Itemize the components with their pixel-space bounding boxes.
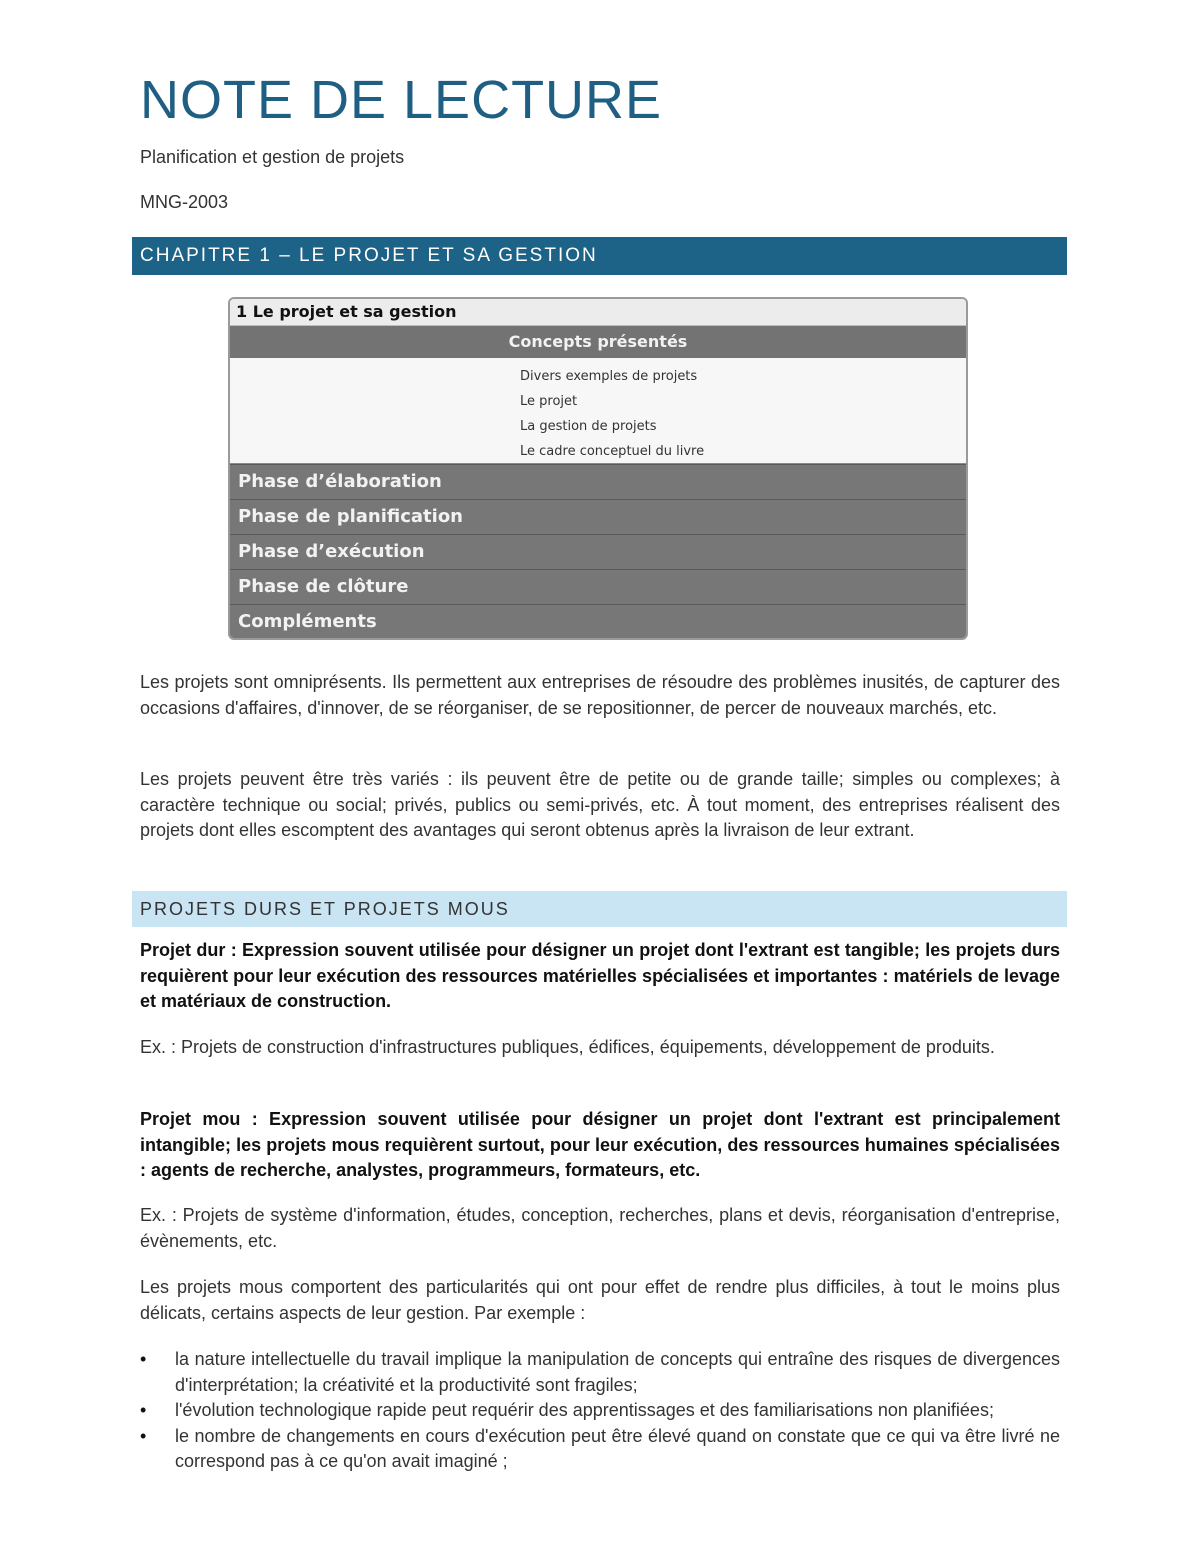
- document-title: NOTE DE LECTURE: [140, 70, 663, 130]
- hard-project-definition: Projet dur : Expression souvent utilisée pour désigner un projet dont l'extrant est tangible; les projets durs requièrent pour leur exécution des ressources matérielles spécialisées et importantes : matériels de levage et matériaux de construction.: [140, 940, 1060, 1011]
- soft-project-issues-list: [140, 1347, 1060, 1475]
- figure-phase-row: Compléments: [230, 604, 966, 639]
- list-item-text: la nature intellectuelle du travail implique la manipulation de concepts qui entraîne des risques de divergences d'interprétation; la créativité et la productivité sont fragiles;: [175, 1349, 1060, 1395]
- document-subtitle: Planification et gestion de projets: [140, 147, 405, 167]
- list-item-text: l'évolution technologique rapide peut requérir des apprentissages et des familiarisations non planifiées;: [175, 1400, 994, 1420]
- bullet-icon: •: [140, 1425, 147, 1446]
- list-item: [140, 1398, 1060, 1424]
- intro-paragraph-1: Les projets sont omniprésents. Ils permettent aux entreprises de résoudre des problèmes inusités, de capturer des occasions d'affaires, d'innover, de se réorganiser, de se repositionner, de percer de nouveaux marchés, etc.: [140, 672, 1060, 718]
- figure-concept-item: Le cadre conceptuel du livre: [520, 444, 705, 459]
- chapter-overview-figure: [228, 297, 968, 640]
- figure-phase-row: Phase d’exécution: [230, 534, 966, 569]
- figure-concept-item: Le projet: [520, 394, 578, 409]
- soft-project-examples: Ex. : Projets de système d'information, études, conception, recherches, plans et devis, réorganisation d'entreprise, évènements, etc.: [140, 1205, 1060, 1251]
- course-code: MNG-2003: [140, 192, 229, 212]
- bullet-icon: •: [140, 1349, 147, 1369]
- figure-phase-row: Phase de clôture: [230, 569, 966, 604]
- figure-concepts-list: [230, 358, 966, 464]
- intro-paragraph-2: Les projets peuvent être très variés : ils peuvent être de petite ou de grande taille; simples ou complexes; à caractère technique ou social; privés, publics ou semi-privés, etc. À tout moment, des entreprises réalisent des projets dont elles escomptent des avantages qui seront obtenus après la livraison de leur extrant.: [140, 769, 1060, 840]
- soft-project-intro: Les projets mous comportent des particularités qui ont pour effet de rendre plus difficiles, à tout le moins plus délicats, certains aspects de leur gestion. Par exemple :: [140, 1277, 1060, 1323]
- chapter-heading: CHAPITRE 1 – LE PROJET ET SA GESTION: [132, 237, 1067, 275]
- section-heading: PROJETS DURS ET PROJETS MOUS: [132, 891, 1067, 927]
- figure-phase-row: Phase de planification: [230, 499, 966, 534]
- figure-concepts-label: Concepts présentés: [230, 326, 966, 358]
- hard-project-examples: Ex. : Projets de construction d'infrastructures publiques, édifices, équipements, développement de produits.: [140, 1037, 995, 1057]
- list-item-text: le nombre de changements en cours d'exécution peut être élevé quand on constate que ce qui va être livré ne correspond pas à ce qu'on avait imaginé ;: [175, 1425, 1060, 1471]
- soft-project-definition: Projet mou : Expression souvent utilisée pour désigner un projet dont l'extrant est principalement intangible; les projets mous requièrent surtout, pour leur exécution, des ressources humaines spécialisées : agents de recherche, analystes, programmeurs, formateurs, etc.: [140, 1109, 1060, 1180]
- figure-phase-row: Phase d’élaboration: [230, 464, 966, 499]
- figure-concept-item: La gestion de projets: [520, 419, 657, 434]
- list-item: [140, 1424, 1060, 1475]
- list-item: [140, 1347, 1060, 1398]
- figure-heading: 1 Le projet et sa gestion: [230, 299, 966, 326]
- figure-concept-item: Divers exemples de projets: [520, 369, 698, 384]
- bullet-icon: •: [140, 1400, 147, 1420]
